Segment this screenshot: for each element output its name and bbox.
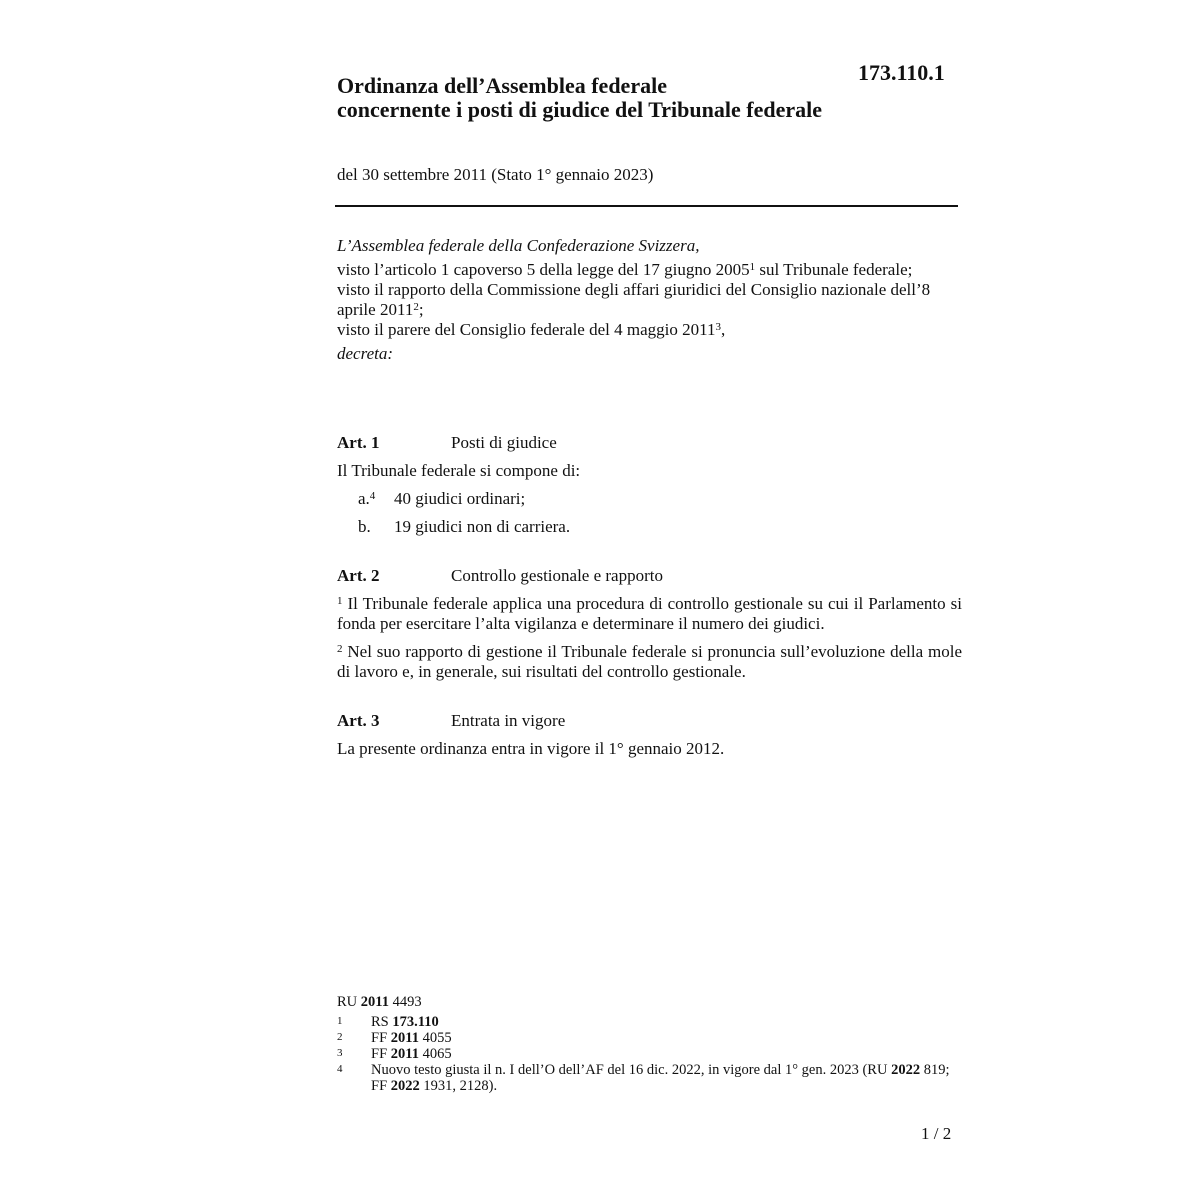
date-status-line: del 30 settembre 2011 (Stato 1° gennaio 2023) [337,165,654,184]
footnote-bold: 2022 [390,1078,420,1094]
preamble-line-1 [337,260,962,280]
preamble-line-3-text: visto il parere del Consiglio federale del 4 maggio 2011 [337,320,716,339]
list-item [358,517,962,537]
preamble-issuer: L’Assemblea federale della Confederazione Svizzera, [337,236,700,255]
paragraph-number: 1 [337,595,343,607]
article-1 [337,433,962,545]
article-3 [337,711,962,767]
preamble-line-2-text: visto il rapporto della Commissione degli affari giuridici del Consiglio nazionale dell’8 aprile 2011 [337,280,931,319]
footnote-bold: 2011 [390,1046,419,1062]
footnote-text [371,1014,957,1030]
article-2-paragraph-2-text: Nel suo rapporto di gestione il Tribunale federale si pronuncia sull’evoluzione della mole di lavoro e, in generale, sui risultati del controllo gestionale. [337,642,962,681]
footnote-suffix: 4065 [418,1046,452,1062]
footnote-number: 3 [337,1047,343,1059]
footnote-number: 1 [337,1015,343,1027]
footnote-ref-3[interactable]: 3 [715,321,721,333]
ru-year: 2011 [360,994,389,1010]
list-item [358,489,962,509]
article-2-number: Art. 2 [337,566,380,585]
article-3-text: La presente ordinanza entra in vigore il 1° gennaio 2012. [337,739,725,758]
preamble-line-2-tail: ; [418,300,424,319]
footnote-1 [337,1014,957,1030]
document-title [337,74,937,122]
article-2-heading: Controllo gestionale e rapporto [451,566,663,585]
article-2-paragraph-2 [337,642,962,682]
footnote-3 [337,1046,957,1062]
footnote-2 [337,1030,957,1046]
article-3-heading: Entrata in vigore [451,711,566,730]
preamble-line-1-text: visto l’articolo 1 capoverso 5 della legge del 17 giugno 2005 [337,260,750,279]
list-item-mark: b. [358,517,371,536]
paragraph-number: 2 [337,643,343,655]
ru-page: 4493 [388,994,422,1010]
article-3-body [337,739,962,759]
footnote-prefix: FF [371,1030,391,1046]
footnote-text-part: 819; FF [371,1062,950,1094]
article-1-heading: Posti di giudice [451,433,557,452]
article-1-body [337,461,962,537]
footnote-ref-4[interactable]: 4 [369,490,376,502]
sr-number: 173.110.1 [858,60,945,85]
footnote-prefix: FF [371,1046,391,1062]
footnote-number: 2 [337,1031,343,1043]
list-item-mark [358,489,394,509]
footnote-prefix: RS [371,1014,393,1030]
list-item-text: 19 giudici non di carriera. [394,517,571,536]
article-1-list [337,489,962,537]
article-1-number: Art. 1 [337,433,380,452]
footnote-bold: 2022 [891,1062,921,1078]
footnote-number: 4 [337,1063,343,1075]
list-item-letter: a. [358,489,370,508]
footnote-bold: 2011 [390,1030,419,1046]
page-number: 1 / 2 [921,1124,952,1143]
footnote-text-part: 1931, 2128). [419,1078,498,1094]
footnote-text [371,1046,957,1062]
preamble-line-3-tail: , [720,320,726,339]
title-line-2: concernente i posti di giudice del Tribunale federale [337,97,822,122]
preamble-line-3 [337,320,962,340]
footnote-text-part: Nuovo testo giusta il n. I dell’O dell’AF del 16 dic. 2022, in vigore dal 1° gen. 2023 (RU [371,1062,892,1078]
header-divider [335,205,958,207]
footnote-suffix: 4055 [418,1030,452,1046]
list-item-text: 40 giudici ordinari; [394,489,526,508]
footnote-ref-2[interactable]: 2 [413,301,419,313]
article-2-paragraph-1-text: Il Tribunale federale applica una procedura di controllo gestionale su cui il Parlamento si fonda per esercitare l’alta vigilanza e determinare il numero dei giudici. [337,594,962,633]
article-2-header [337,566,962,586]
preamble-line-1-tail: sul Tribunale federale; [755,260,913,279]
preamble-decree: decreta: [337,344,394,363]
article-1-header [337,433,962,453]
article-2 [337,566,962,690]
ru-prefix: RU [337,994,361,1010]
footnotes [337,994,957,1094]
article-1-intro: Il Tribunale federale si compone di: [337,461,581,480]
ru-reference [337,994,957,1010]
article-3-number: Art. 3 [337,711,380,730]
footnote-text [371,1062,957,1094]
preamble-line-2 [337,280,962,320]
article-2-body [337,594,962,682]
preamble [337,236,962,364]
footnote-ref-1[interactable]: 1 [749,261,756,273]
footnote-4 [337,1062,957,1094]
article-3-header [337,711,962,731]
article-2-paragraph-1 [337,594,962,634]
title-line-1: Ordinanza dell’Assemblea federale [337,73,667,98]
footnote-bold: 173.110 [392,1014,439,1030]
footnote-text [371,1030,957,1046]
